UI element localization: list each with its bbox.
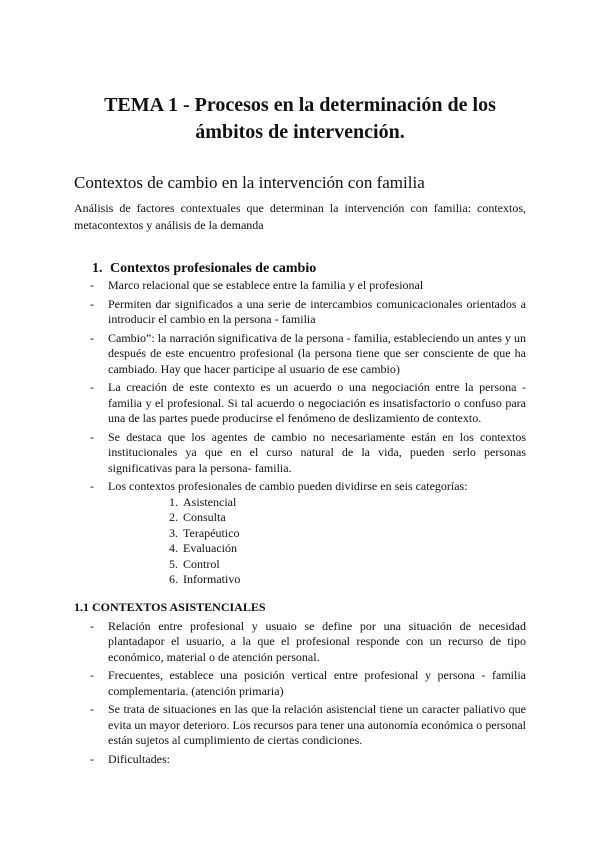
category-item: [108, 510, 526, 526]
list-item-text: La creación de este contexto es un acuerdo o una negociación entre la persona - familia y el profesional. Si tal acuerdo o negociación es insatisfactorio o confuso para una de las partes puede producirse el fenómeno de deslizamiento de contexto.: [108, 380, 526, 425]
list-item: [74, 619, 526, 666]
list-item-text: Relación entre profesional y usuaio se define por una situación de necesidad plantadapor el usuario, a la que el profesional responde con un recurso de tipo económico, material o de atención personal.: [108, 618, 526, 664]
category-label: Evaluación: [183, 541, 237, 555]
document-title: [74, 0, 526, 146]
dash-marker: -: [90, 479, 94, 493]
list-item: [74, 380, 526, 427]
list-item: [74, 702, 526, 749]
category-number: 2.: [169, 510, 178, 524]
list-item-text: Marco relacional que se establece entre la familia y el profesional: [108, 278, 424, 292]
list-item: [74, 752, 526, 768]
list-item-text: Permiten dar significados a una serie de intercambios comunicacionales orientados a introducir el cambio en la persona - familia: [108, 296, 526, 326]
category-number: 4.: [169, 541, 178, 555]
dash-marker: -: [90, 429, 94, 444]
title-line-2: ámbitos de intervención.: [195, 121, 405, 143]
dash-marker: -: [90, 330, 94, 345]
section-1-number: 1.: [92, 261, 103, 276]
category-number: 3.: [169, 525, 178, 540]
dash-marker: -: [90, 751, 94, 766]
category-label: Asistencial: [183, 494, 237, 509]
dash-marker: -: [90, 380, 94, 394]
category-number: 5.: [169, 556, 178, 571]
dash-marker: -: [90, 618, 94, 633]
category-item: [108, 495, 526, 511]
intro-paragraph: Análisis de factores contextuales que determinan la intervención con familia: contextos, metacontextos y análisis de la demanda: [74, 201, 526, 232]
categories-list: [108, 495, 526, 588]
category-label: Informativo: [183, 572, 241, 586]
dash-marker: -: [90, 278, 94, 292]
category-item: [108, 572, 526, 588]
section-1-title: Contextos profesionales de cambio: [110, 261, 317, 276]
dash-marker: -: [90, 702, 94, 716]
section-1-heading: [92, 260, 526, 278]
category-item: [108, 541, 526, 557]
list-item: [74, 479, 526, 588]
dash-marker: -: [90, 296, 94, 311]
list-item: [74, 278, 526, 294]
title-line-1: TEMA 1 - Procesos en la determinación de los: [104, 94, 496, 116]
list-item: [74, 297, 526, 328]
section-1-1-heading: 1.1 CONTEXTOS ASISTENCIALES: [74, 599, 266, 614]
list-item-text: Se destaca que los agentes de cambio no necesariamente están en los contextos institucionales ya que en el curso natural de la vida, pueden serlo personas significativas para la persona- familia.: [108, 429, 526, 475]
category-label: Control: [183, 556, 220, 571]
category-label: Terapéutico: [183, 525, 240, 540]
list-item: [74, 331, 526, 378]
category-item: [108, 526, 526, 542]
category-number: 6.: [169, 572, 178, 586]
list-item: [74, 430, 526, 477]
list-item-text: Se trata de situaciones en las que la relación asistencial tiene un caracter paliativo que evita un mayor deterioro. Los recursos para tener una autonomía económica o personal están sujetos al cumplimiento de ciertas condiciones.: [108, 702, 526, 747]
section-subtitle: Contextos de cambio en la intervención con familia: [74, 173, 425, 192]
category-item: [108, 557, 526, 573]
category-number: 1.: [169, 494, 178, 509]
list-item-text: Dificultades:: [108, 751, 170, 766]
list-item-text: Frecuentes, establece una posición vertical entre profesional y persona - familia complementaria. (atención primaria): [108, 668, 526, 698]
list-item-text: Los contextos profesionales de cambio pueden dividirse en seis categorías:: [108, 479, 468, 493]
dash-marker: -: [90, 668, 94, 682]
section-1-bullet-list: [74, 278, 526, 588]
list-item: [74, 668, 526, 699]
category-label: Consulta: [183, 510, 226, 524]
section-1-1-bullet-list: [74, 619, 526, 768]
list-item-text: Cambio”: la narración significativa de la persona - familia, estableciendo un antes y un después de este encuentro profesional (la persona tiene que ser consciente de que ha cambiado. Hay que hacer participe al usuario de ese cambio): [108, 330, 526, 376]
